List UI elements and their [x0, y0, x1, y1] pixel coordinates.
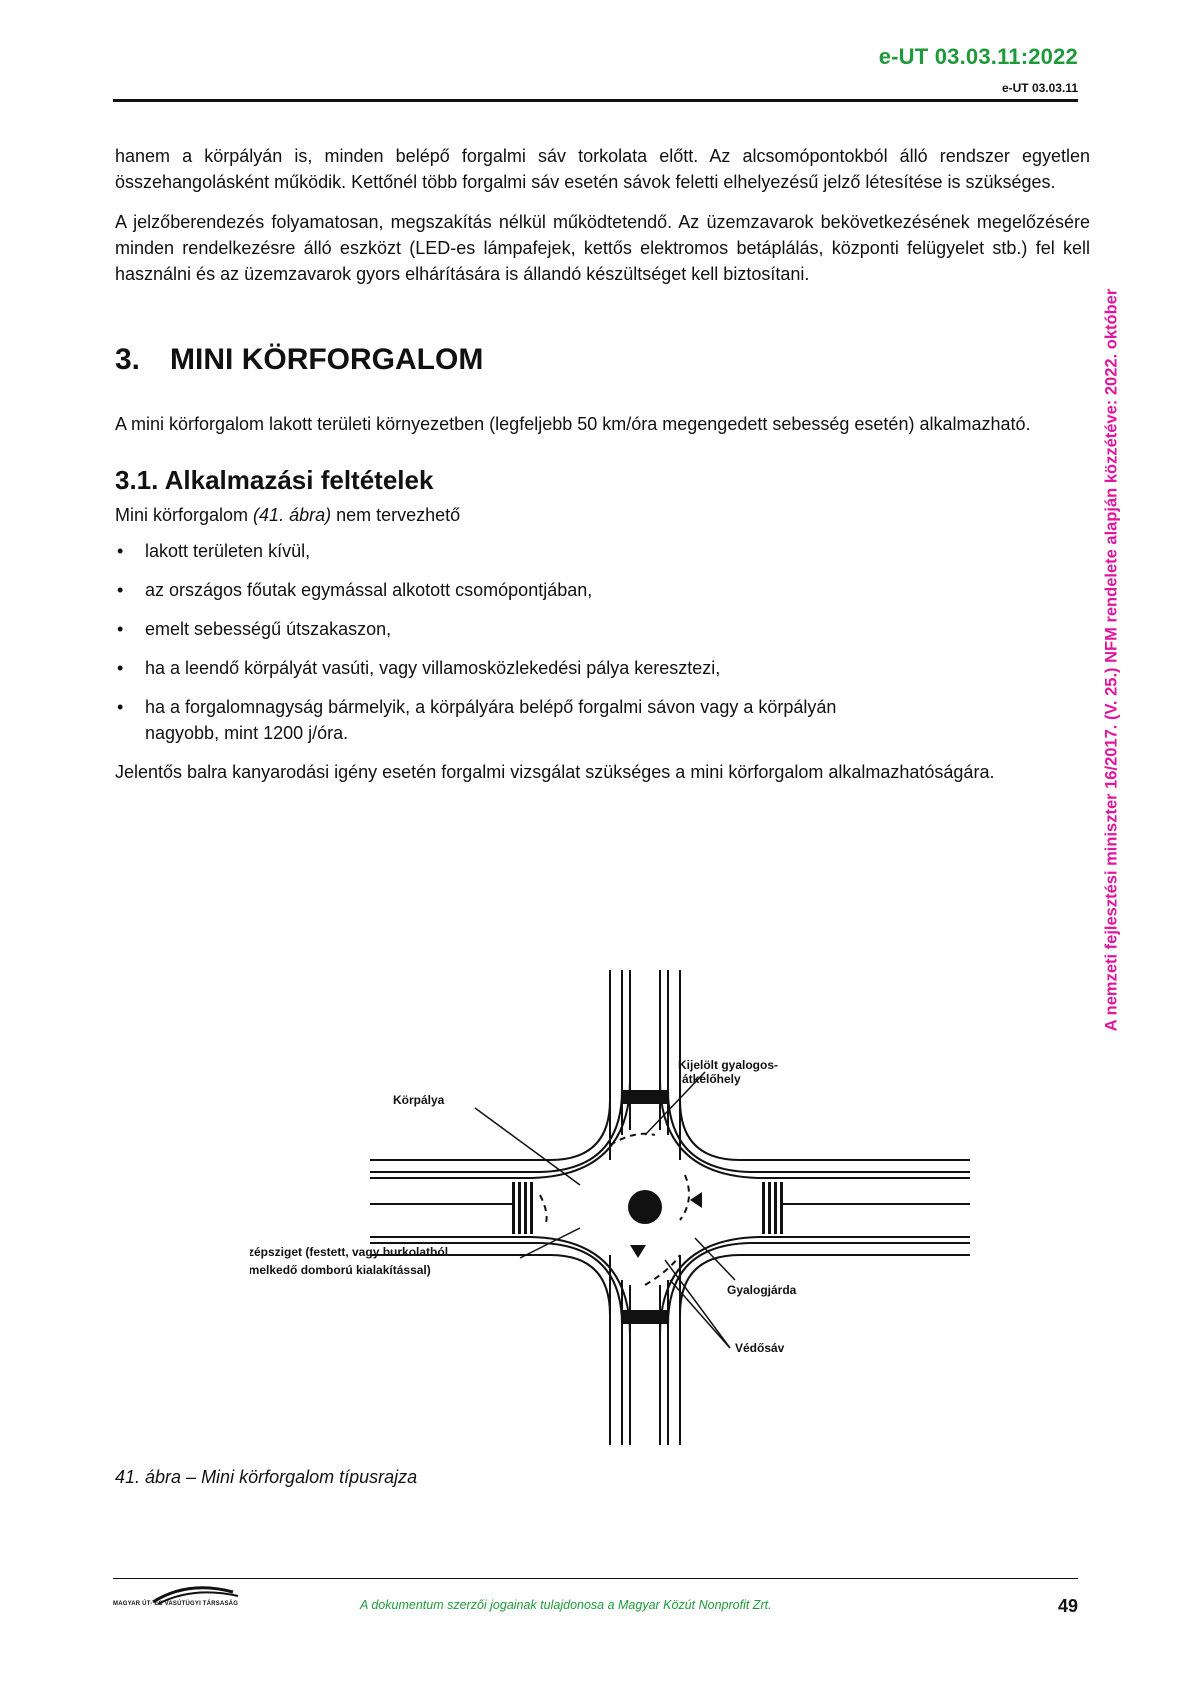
label-gyalogos-1: Kijelölt gyalogos- [678, 1058, 779, 1072]
sidebar-note-text: A nemzeti fejlesztési miniszter 16/2017. (V. 25.) NFM rendelete alapján közzétéve: 2022. október [1102, 288, 1121, 1032]
section-title: MINI KÖRFORGALOM [170, 343, 484, 376]
paragraph-1: hanem a körpályán is, minden belépő forgalmi sáv torkolata előtt. Az alcsomópontokból álló rendszer egyetlen összehangolásként működik. Kettőnél több forgalmi sáv esetén sávok feletti elhelyezésű jelző létesítése is szükséges. [115, 146, 1090, 192]
figure-caption: 41. ábra – Mini körforgalom típusrajza [115, 1467, 418, 1487]
subsection-intro: Mini körforgalom (41. ábra) nem tervezhető [115, 505, 461, 525]
label-kozepsziget-1: Középsziget (festett, vagy burkolatból [250, 1245, 449, 1259]
paragraph-2: A jelzőberendezés folyamatosan, megszakítás nélkül működtetendő. Az üzemzavarok bekövetkezésének megelőzésére minden rendelkezésre álló eszközt (LED-es lámpafejek, kettős elektromos betáplálás, központi felügyelet stb.) fel kell használni és az üzemzavarok gyors elhárítására is állandó készültséget kell biztosítani. [115, 212, 1090, 284]
list-item: • emelt sebességű útszakaszon, [115, 616, 1090, 642]
section-heading [115, 343, 1090, 377]
header-rule [113, 99, 1078, 102]
list-item: • ha a forgalomnagyság bármelyik, a körpályára belépő forgalmi sávon vagy a körpályán nagyobb, mint 1200 j/óra. [115, 694, 1090, 746]
closing-paragraph: Jelentős balra kanyarodási igény esetén forgalmi vizsgálat szükséges a mini körforgalom alkalmazhatóságára. [115, 762, 995, 782]
main-content [115, 143, 1090, 799]
list-item: • ha a leendő körpályát vasúti, vagy villamosközlekedési pálya keresztezi, [115, 655, 1090, 681]
subsection-heading: 3.1. Alkalmazási feltételek [115, 465, 434, 495]
copyright-notice: A dokumentum szerzői jogainak tulajdonosa a Magyar Közút Nonprofit Zrt. [360, 1598, 772, 1612]
condition-list [115, 538, 1090, 746]
label-kozepsziget-2: kiemelkedő domború kialakítással) [250, 1263, 431, 1277]
label-vedosav: Védősáv [735, 1341, 785, 1355]
logo-text: MAGYAR ÚT- ÉS VASÚTÜGYI TÁRSASÁG [113, 1601, 239, 1607]
section-intro: A mini körforgalom lakott területi környezetben (legfeljebb 50 km/óra megengedett sebesség esetén) alkalmazható. [115, 414, 1031, 434]
page-number: 49 [1057, 1596, 1078, 1616]
logo-icon [113, 1582, 263, 1612]
label-gyalogos-2: átkelőhely [682, 1072, 741, 1086]
footer-rule [113, 1578, 1078, 1579]
roundabout-figure [250, 970, 970, 1445]
list-item: • az országos főutak egymással alkotott csomópontjában, [115, 577, 1090, 603]
document-code: e-UT 03.03.11:2022 [878, 44, 1078, 69]
label-korpalya: Körpálya [393, 1093, 445, 1107]
roundabout-diagram [250, 970, 970, 1445]
list-item: • lakott területen kívül, [115, 538, 1090, 564]
label-gyalogjarda: Gyalogjárda [727, 1283, 797, 1297]
section-number: 3. [115, 343, 141, 376]
figure-reference: (41. ábra) [253, 505, 332, 525]
document-subcode: e-UT 03.03.11 [1001, 81, 1078, 95]
